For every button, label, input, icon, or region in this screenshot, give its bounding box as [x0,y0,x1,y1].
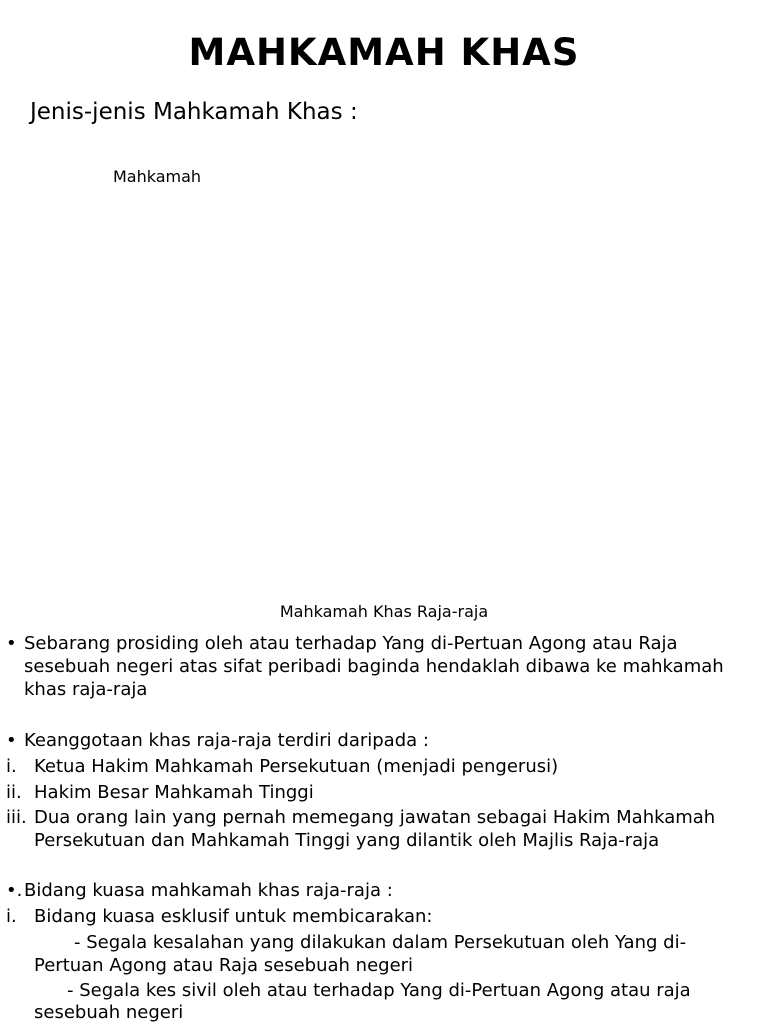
list-marker: i. [6,756,17,777]
bullet-line: Sebarang prosiding oleh atau terhadap Yang di-Pertuan Agong atau Raja [24,633,678,654]
list-item: Ketua Hakim Mahkamah Persekutuan (menjadi pengerusi) [34,756,559,777]
section-heading: Mahkamah Khas Raja-raja [279,602,489,621]
bullet-line: khas raja-raja [24,679,148,700]
list-item: Hakim Besar Mahkamah Tinggi [34,782,314,803]
list-item: Persekutuan dan Mahkamah Tinggi yang dilantik oleh Majlis Raja-raja [34,830,660,851]
list-item: - Segala kes sivil oleh atau terhadap Yang di-Pertuan Agong atau raja [67,980,691,1001]
bullet-line: sesebuah negeri atas sifat peribadi baginda hendaklah dibawa ke mahkamah [24,656,724,677]
bullet-marker: •. [6,880,23,901]
list-item: Pertuan Agong atau Raja sesebuah negeri [34,955,414,976]
list-marker: ii. [6,782,22,803]
list-marker: iii. [6,807,27,828]
list-item: sesebuah negeri [34,1002,184,1023]
slide-title: MAHKAMAH KHAS [188,31,580,74]
bullet-line: Bidang kuasa mahkamah khas raja-raja : [24,880,393,901]
list-item: Bidang kuasa esklusif untuk membicarakan: [34,906,433,927]
list-item: - Segala kesalahan yang dilakukan dalam Persekutuan oleh Yang di- [74,932,687,953]
bullet-marker: • [6,633,17,654]
bullet-marker: • [6,730,17,751]
list-marker: i. [6,906,17,927]
bullet-line: Keanggotaan khas raja-raja terdiri daripada : [24,730,429,751]
list-item: Dua orang lain yang pernah memegang jawatan sebagai Hakim Mahkamah [34,807,716,828]
diagram-label: Mahkamah [113,167,202,186]
slide-subtitle: Jenis-jenis Mahkamah Khas : [30,99,358,125]
